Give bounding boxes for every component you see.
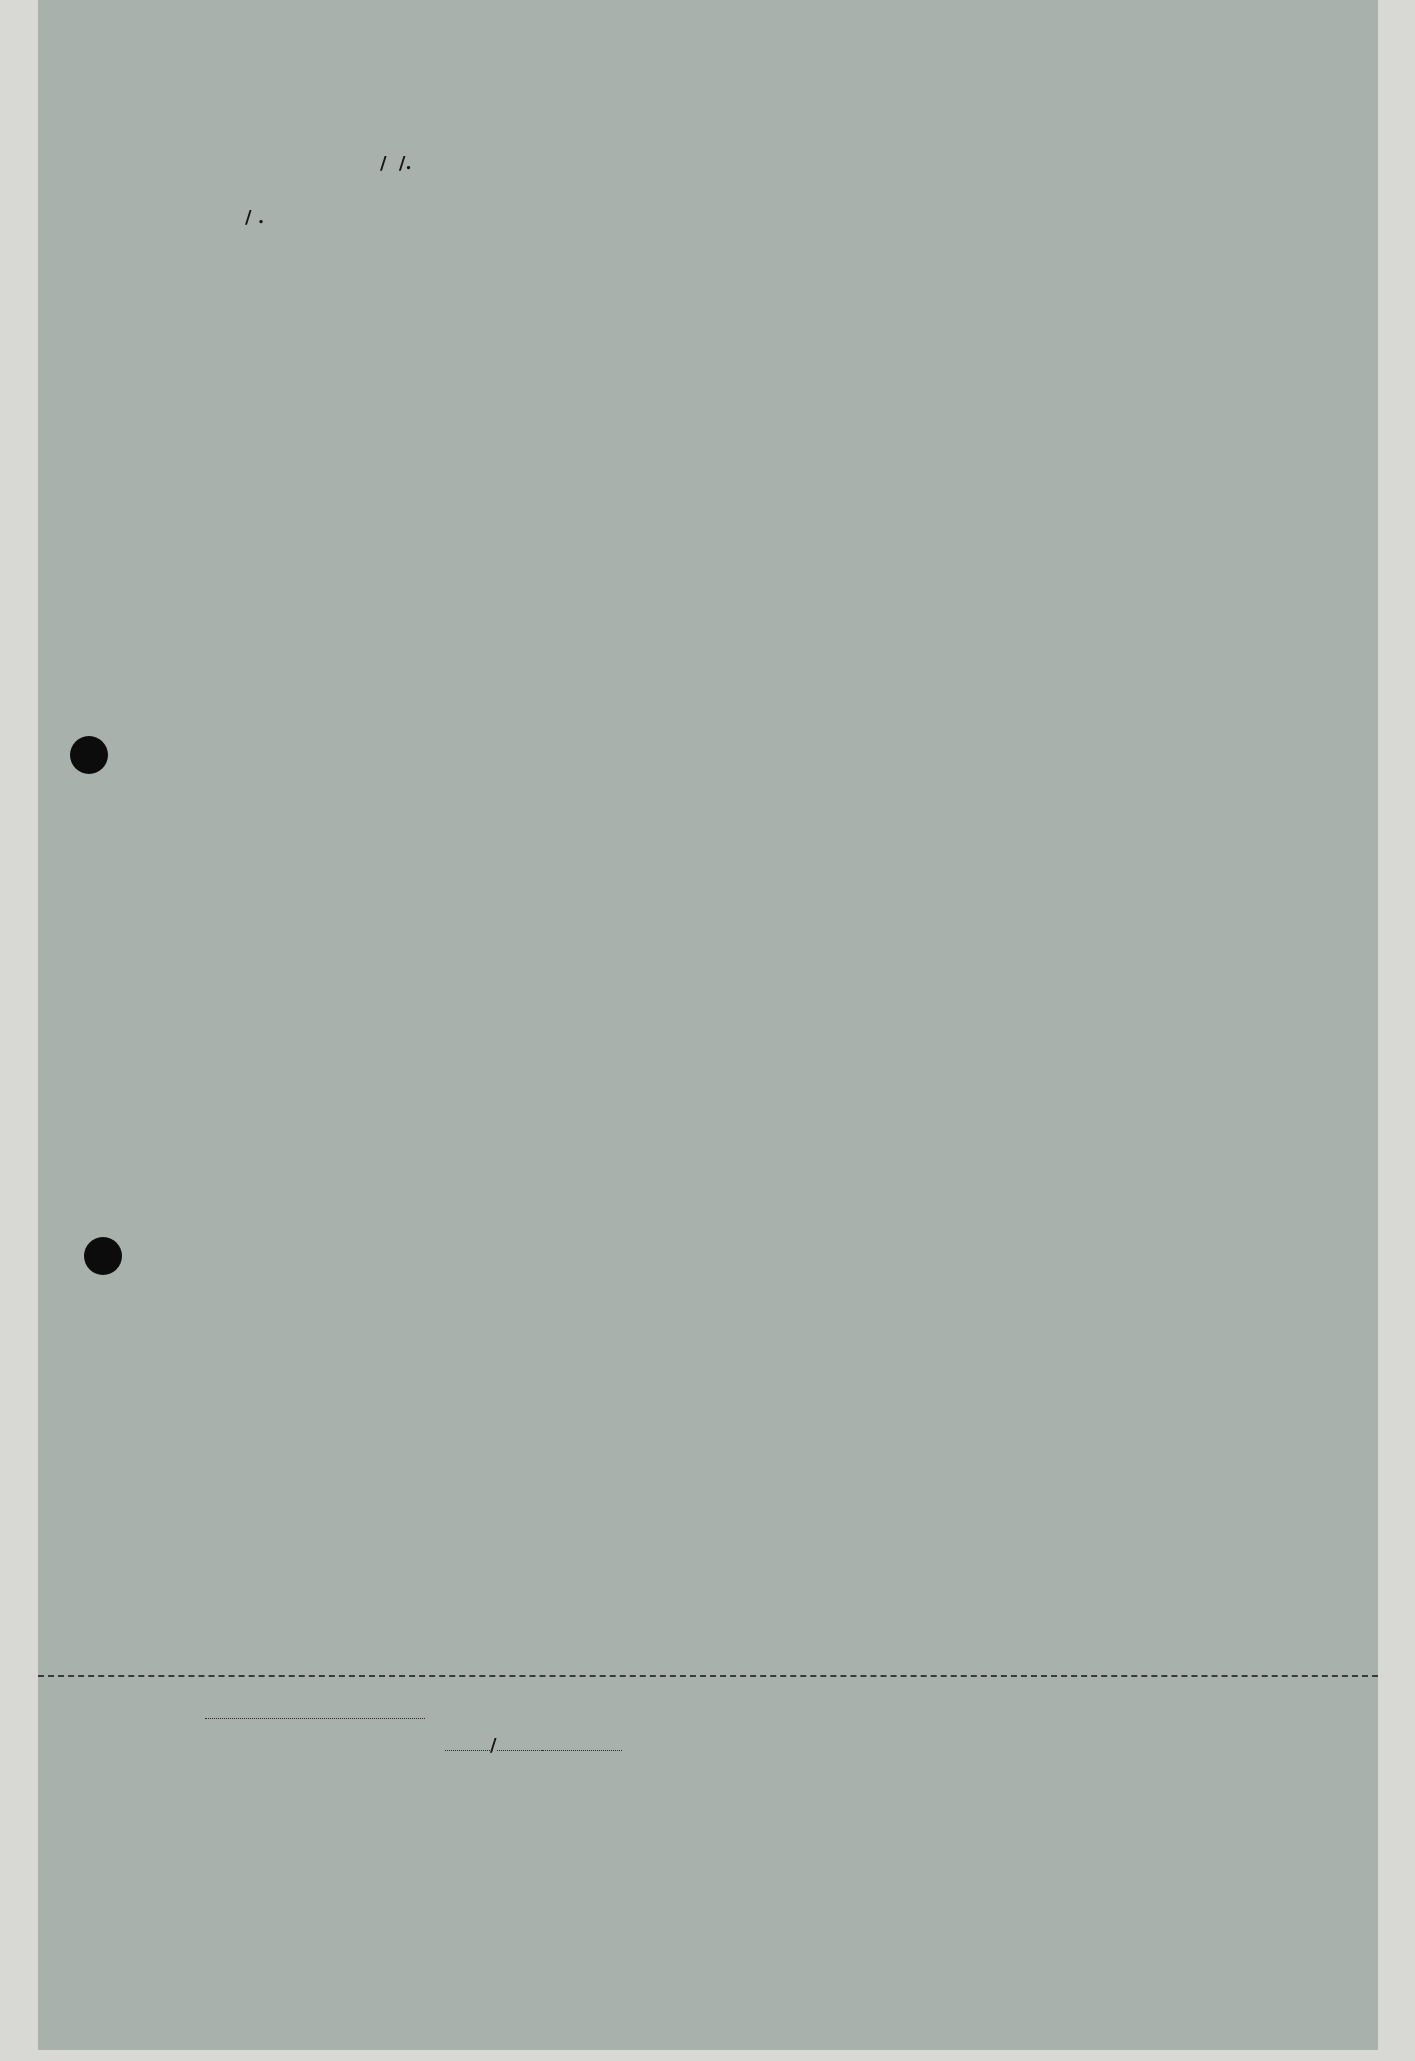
date-blank-1 (445, 1750, 490, 1751)
punch-hole-bottom (84, 1237, 122, 1275)
date-blank-2 (497, 1750, 542, 1751)
unit-blank (205, 1718, 425, 1719)
form-sheet (38, 0, 1378, 2050)
serial-no (1090, 120, 1110, 148)
tear-off-line (38, 1675, 1378, 1677)
establishment-line: / . (245, 207, 265, 228)
part-c-line-1 (205, 1703, 425, 1724)
punch-hole-top (70, 736, 108, 774)
return-date-line: / /. (380, 153, 412, 174)
part-c-line-2: / (445, 1735, 622, 1756)
date-blank-3 (542, 1750, 622, 1751)
